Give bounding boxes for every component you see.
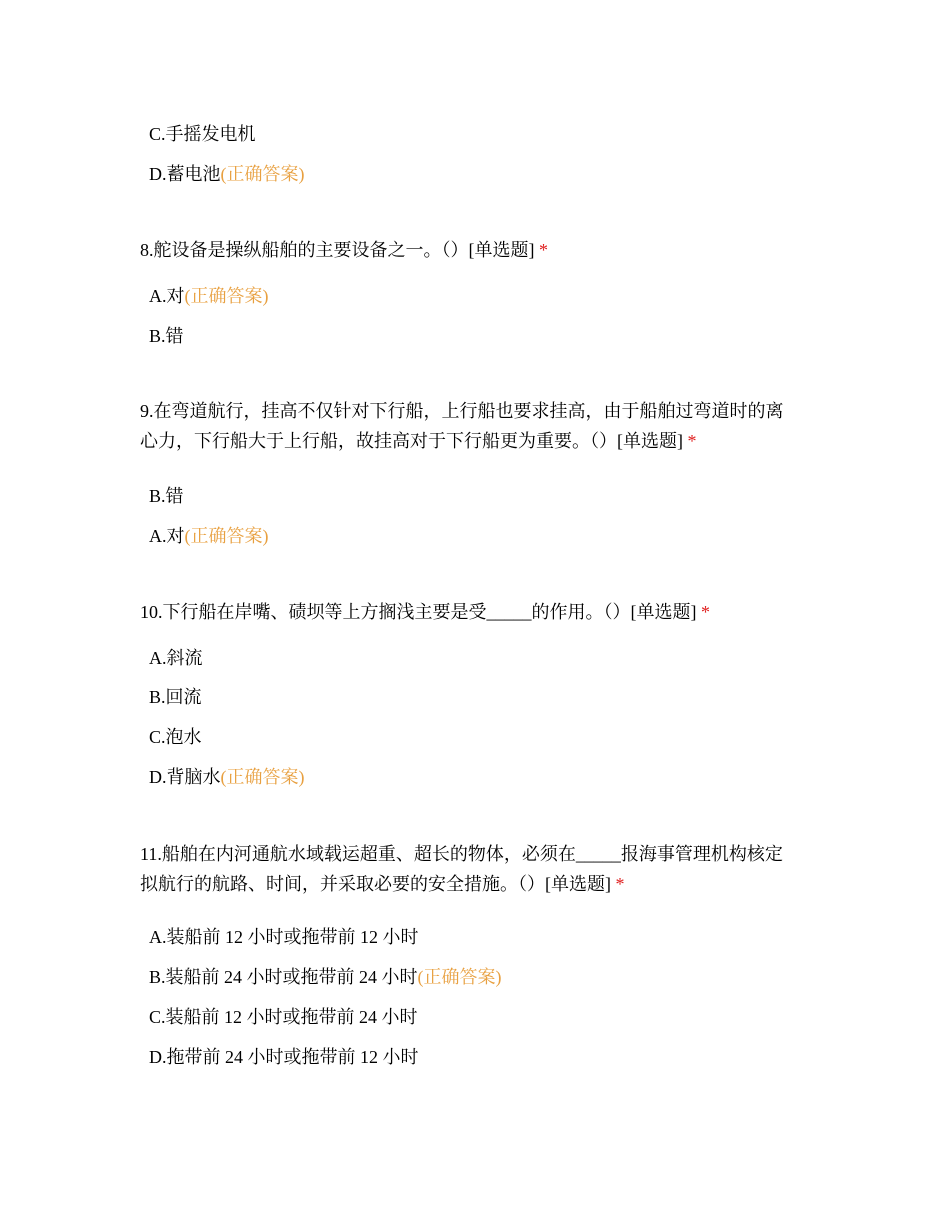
question-9-title: 9.在弯道航行，挂高不仅针对下行船，上行船也要求挂高，由于船舶过弯道时的离 心力，下行船大于上行船，故挂高对于下行船更为重要。（）[单选题] * [140,401,784,451]
option-q10-d: D.背脑水(正确答案) [149,767,305,787]
option-q11-c: C.装船前 12 小时或拖带前 24 小时 [149,1007,418,1027]
option-q11-a: A.装船前 12 小时或拖带前 12 小时 [149,927,419,947]
option-q8-b: B.错 [149,326,184,346]
required-marker: * [687,431,697,451]
question-11-title: 11.船舶在内河通航水域载运超重、超长的物体，必须在_____报海事管理机构核定 拟航行的航路、时间，并采取必要的安全措施。（）[单选题] * [140,844,783,894]
required-marker: * [701,602,710,622]
option-q9-b: B.错 [149,486,184,506]
correct-answer-marker: (正确答案) [417,967,502,987]
option-q10-c: C.泡水 [149,727,202,747]
option-q11-d: D.拖带前 24 小时或拖带前 12 小时 [149,1047,419,1067]
option-q9-a: A.对(正确答案) [149,526,269,546]
option-q10-b: B.回流 [149,687,202,707]
question-10-title: 10.下行船在岸嘴、碛坝等上方搁浅主要是受_____的作用。（）[单选题] * [140,602,710,622]
option-q7-d: D.蓄电池(正确答案) [149,164,305,184]
required-marker: * [539,240,548,260]
correct-answer-marker: (正确答案) [220,767,305,787]
option-q11-b: B.装船前 24 小时或拖带前 24 小时(正确答案) [149,967,502,987]
required-marker: * [615,874,625,894]
correct-answer-marker: (正确答案) [184,286,269,306]
option-q10-a: A.斜流 [149,648,203,668]
option-q7-c: C.手摇发电机 [149,124,256,144]
question-8-title: 8.舵设备是操纵船舶的主要设备之一。（）[单选题] * [140,240,548,260]
correct-answer-marker: (正确答案) [220,164,305,184]
correct-answer-marker: (正确答案) [184,526,269,546]
option-q8-a: A.对(正确答案) [149,286,269,306]
